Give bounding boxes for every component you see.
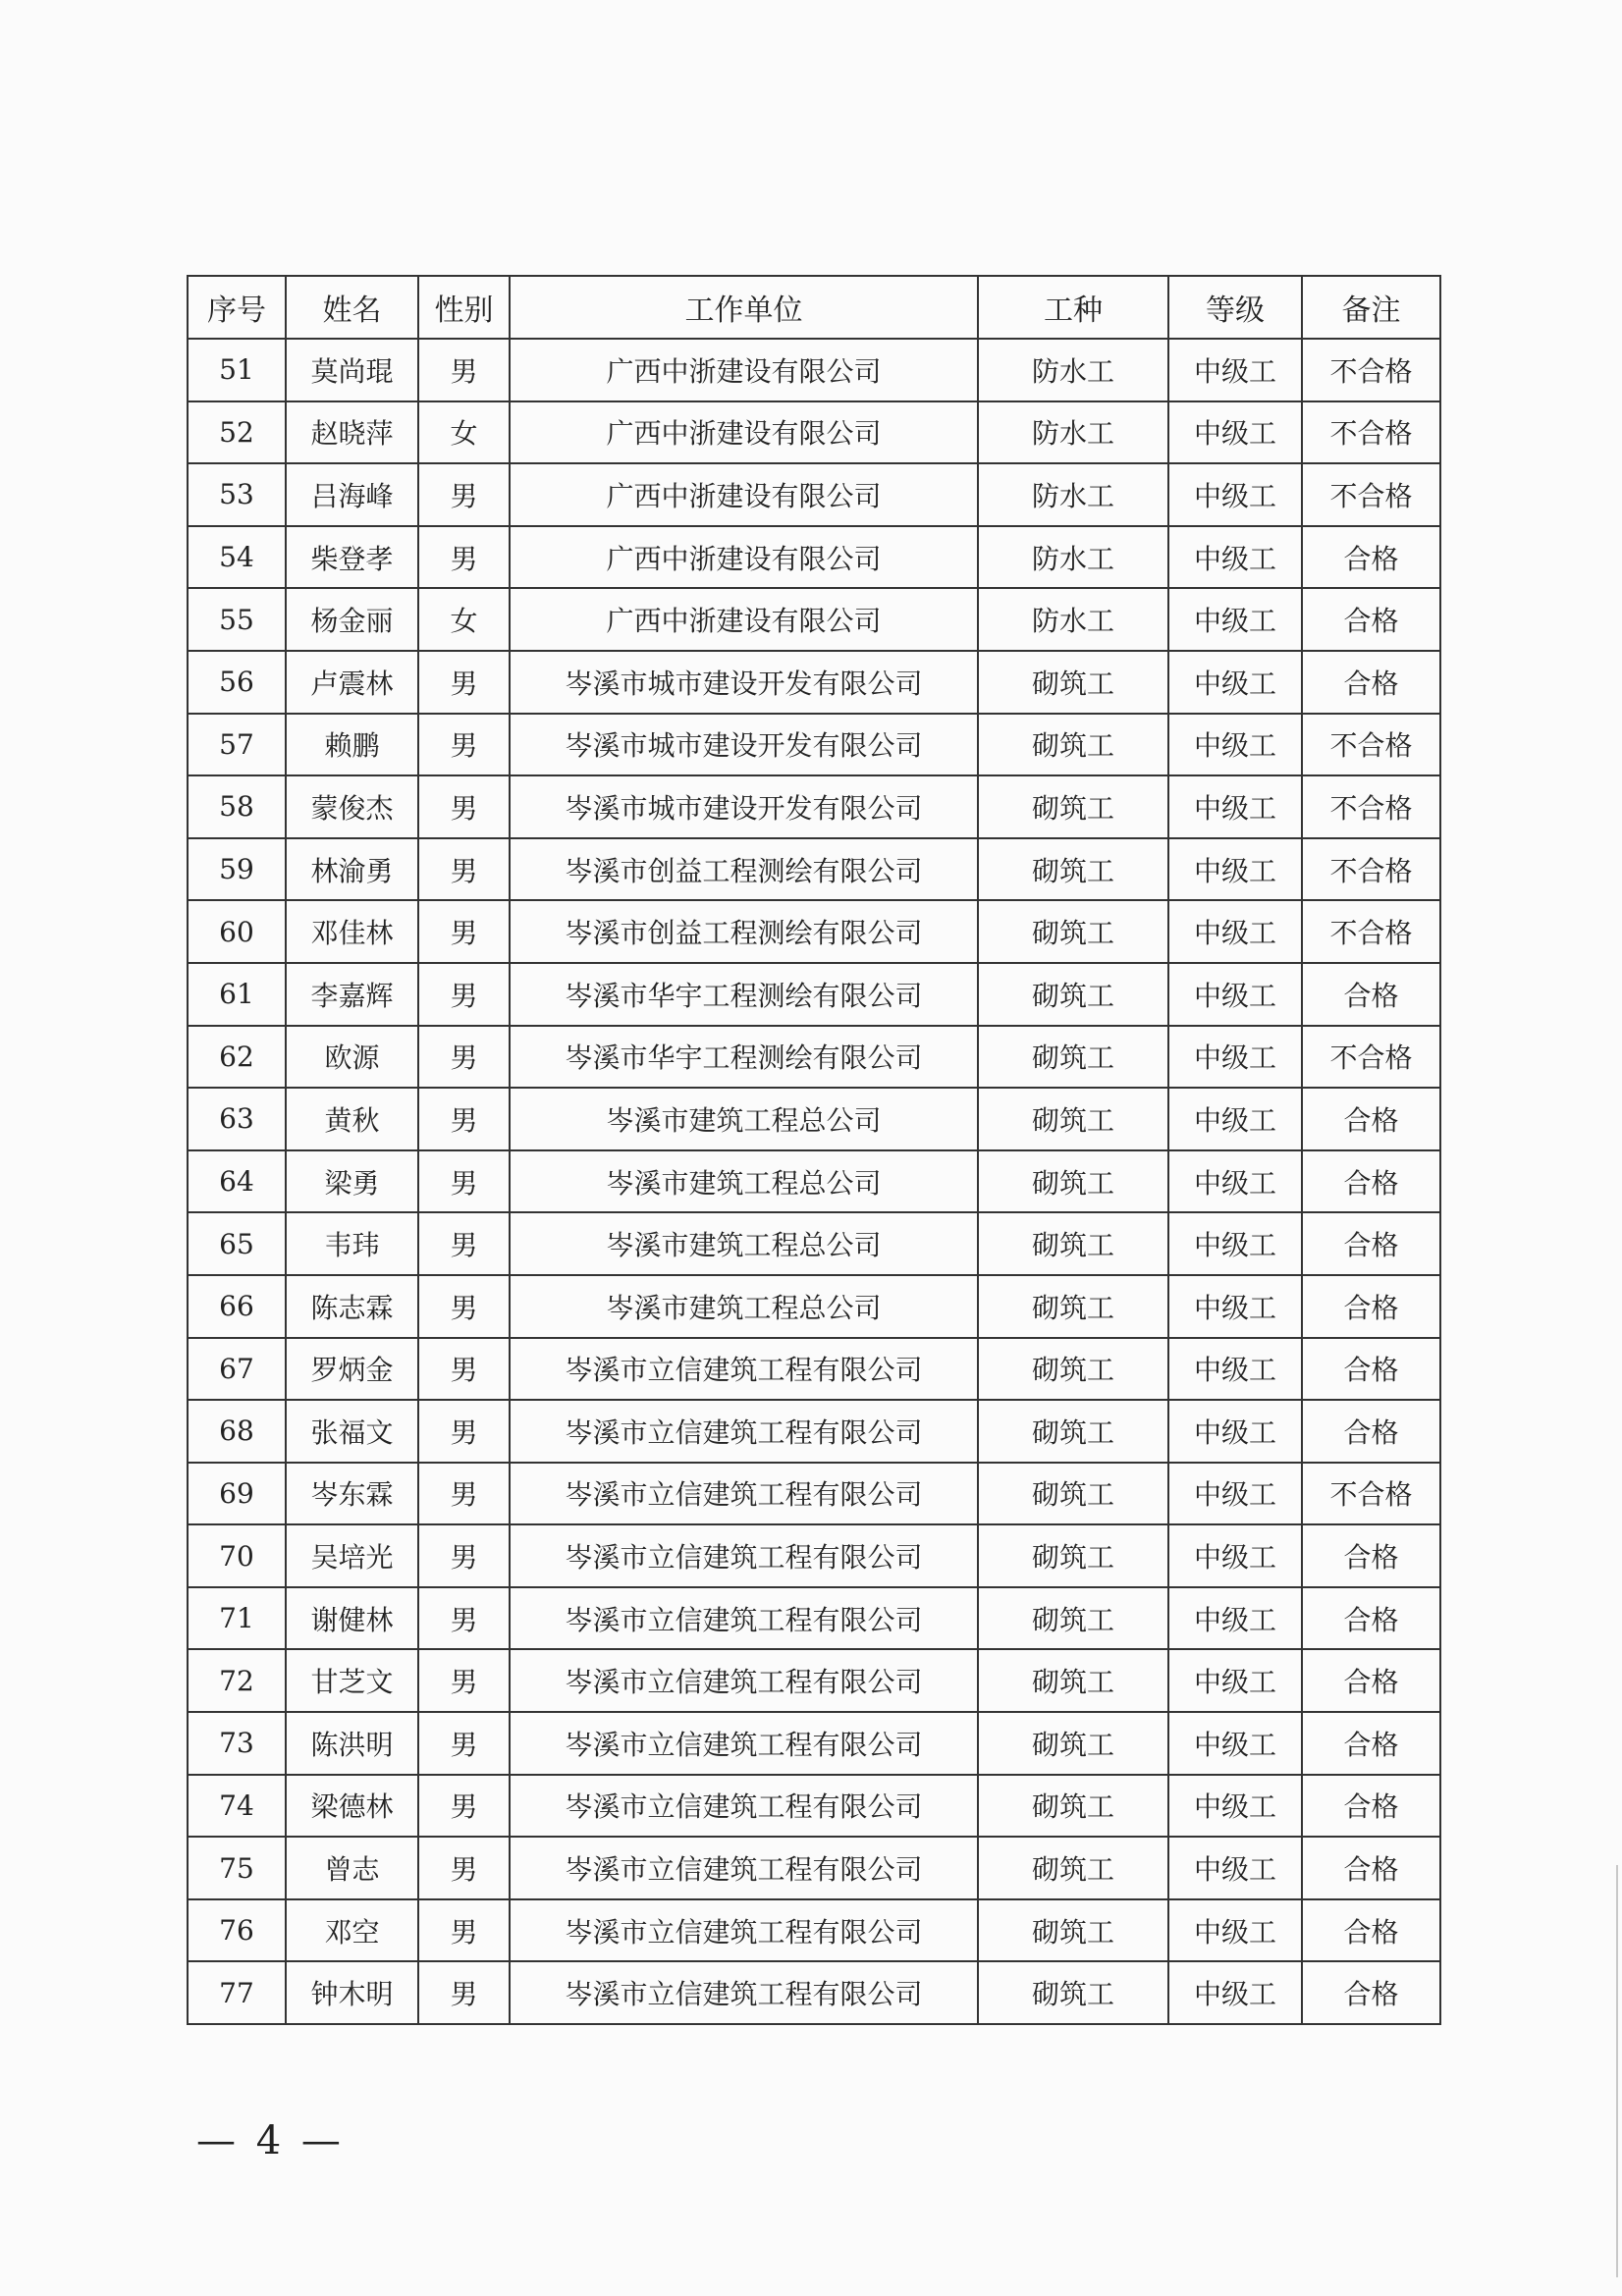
cell-name: 李嘉辉 — [286, 963, 418, 1026]
cell-name: 邓空 — [286, 1899, 418, 1962]
cell-work-unit: 岑溪市立信建筑工程有限公司 — [510, 1649, 978, 1712]
cell-gender: 男 — [418, 651, 510, 714]
cell-work-unit: 岑溪市立信建筑工程有限公司 — [510, 1899, 978, 1962]
table-row — [188, 401, 1440, 464]
cell-name: 杨金丽 — [286, 588, 418, 651]
table-header — [188, 276, 1440, 339]
cell-gender: 男 — [418, 1463, 510, 1525]
cell-trade: 砌筑工 — [978, 1837, 1168, 1899]
cell-work-unit: 岑溪市建筑工程总公司 — [510, 1212, 978, 1275]
cell-gender: 男 — [418, 1088, 510, 1150]
cell-level: 中级工 — [1168, 1338, 1302, 1401]
cell-serial-number: 76 — [188, 1899, 286, 1962]
cell-level: 中级工 — [1168, 900, 1302, 963]
cell-work-unit: 岑溪市立信建筑工程有限公司 — [510, 1775, 978, 1838]
cell-trade: 砌筑工 — [978, 1712, 1168, 1775]
cell-trade: 砌筑工 — [978, 1338, 1168, 1401]
cell-level: 中级工 — [1168, 1712, 1302, 1775]
cell-remark: 不合格 — [1302, 900, 1440, 963]
cell-work-unit: 广西中浙建设有限公司 — [510, 588, 978, 651]
cell-trade: 砌筑工 — [978, 1775, 1168, 1838]
cell-remark: 不合格 — [1302, 714, 1440, 776]
cell-remark: 合格 — [1302, 1587, 1440, 1650]
cell-work-unit: 岑溪市立信建筑工程有限公司 — [510, 1961, 978, 2024]
cell-trade: 砌筑工 — [978, 1524, 1168, 1587]
cell-serial-number: 63 — [188, 1088, 286, 1150]
cell-gender: 男 — [418, 838, 510, 901]
cell-name: 谢健林 — [286, 1587, 418, 1650]
cell-trade: 砌筑工 — [978, 1088, 1168, 1150]
cell-serial-number: 55 — [188, 588, 286, 651]
cell-serial-number: 56 — [188, 651, 286, 714]
cell-gender: 男 — [418, 526, 510, 589]
cell-remark: 不合格 — [1302, 1463, 1440, 1525]
cell-serial-number: 72 — [188, 1649, 286, 1712]
cell-remark: 合格 — [1302, 1524, 1440, 1587]
cell-gender: 男 — [418, 1649, 510, 1712]
cell-work-unit: 岑溪市建筑工程总公司 — [510, 1150, 978, 1213]
cell-name: 黄秋 — [286, 1088, 418, 1150]
header-work-unit: 工作单位 — [510, 276, 978, 339]
table-row — [188, 1150, 1440, 1213]
cell-trade: 砌筑工 — [978, 900, 1168, 963]
cell-remark: 合格 — [1302, 1338, 1440, 1401]
cell-name: 邓佳林 — [286, 900, 418, 963]
cell-name: 梁勇 — [286, 1150, 418, 1213]
table-row — [188, 1338, 1440, 1401]
cell-serial-number: 62 — [188, 1026, 286, 1089]
table-row — [188, 651, 1440, 714]
cell-level: 中级工 — [1168, 401, 1302, 464]
cell-trade: 砌筑工 — [978, 1899, 1168, 1962]
cell-gender: 男 — [418, 1026, 510, 1089]
cell-serial-number: 59 — [188, 838, 286, 901]
table-row — [188, 900, 1440, 963]
cell-trade: 砌筑工 — [978, 1961, 1168, 2024]
cell-serial-number: 58 — [188, 775, 286, 838]
cell-level: 中级工 — [1168, 1212, 1302, 1275]
scan-edge-line — [1616, 1865, 1618, 2277]
cell-name: 岑东霖 — [286, 1463, 418, 1525]
table-row — [188, 463, 1440, 526]
cell-name: 曾志 — [286, 1837, 418, 1899]
table-row — [188, 1463, 1440, 1525]
header-name: 姓名 — [286, 276, 418, 339]
cell-level: 中级工 — [1168, 339, 1302, 401]
cell-remark: 合格 — [1302, 1649, 1440, 1712]
cell-level: 中级工 — [1168, 1649, 1302, 1712]
cell-serial-number: 77 — [188, 1961, 286, 2024]
cell-name: 赵晓萍 — [286, 401, 418, 464]
header-remark: 备注 — [1302, 276, 1440, 339]
cell-work-unit: 岑溪市城市建设开发有限公司 — [510, 651, 978, 714]
cell-serial-number: 61 — [188, 963, 286, 1026]
cell-serial-number: 65 — [188, 1212, 286, 1275]
cell-trade: 砌筑工 — [978, 1463, 1168, 1525]
cell-work-unit: 岑溪市立信建筑工程有限公司 — [510, 1712, 978, 1775]
cell-serial-number: 52 — [188, 401, 286, 464]
cell-name: 欧源 — [286, 1026, 418, 1089]
cell-trade: 砌筑工 — [978, 1026, 1168, 1089]
cell-trade: 防水工 — [978, 401, 1168, 464]
cell-remark: 合格 — [1302, 1899, 1440, 1962]
cell-remark: 不合格 — [1302, 339, 1440, 401]
cell-remark: 合格 — [1302, 1275, 1440, 1338]
cell-remark: 合格 — [1302, 526, 1440, 589]
cell-gender: 男 — [418, 1775, 510, 1838]
cell-name: 林渝勇 — [286, 838, 418, 901]
cell-work-unit: 广西中浙建设有限公司 — [510, 526, 978, 589]
cell-remark: 不合格 — [1302, 838, 1440, 901]
cell-remark: 合格 — [1302, 1212, 1440, 1275]
cell-gender: 男 — [418, 1400, 510, 1463]
table-body — [188, 339, 1440, 2024]
table-row — [188, 526, 1440, 589]
cell-level: 中级工 — [1168, 526, 1302, 589]
cell-gender: 男 — [418, 1212, 510, 1275]
cell-name: 韦玮 — [286, 1212, 418, 1275]
cell-name: 梁德林 — [286, 1775, 418, 1838]
cell-gender: 男 — [418, 1837, 510, 1899]
cell-remark: 合格 — [1302, 1712, 1440, 1775]
cell-work-unit: 岑溪市华宇工程测绘有限公司 — [510, 963, 978, 1026]
cell-gender: 男 — [418, 775, 510, 838]
cell-gender: 男 — [418, 1712, 510, 1775]
cell-work-unit: 岑溪市城市建设开发有限公司 — [510, 714, 978, 776]
cell-level: 中级工 — [1168, 1088, 1302, 1150]
cell-gender: 男 — [418, 1899, 510, 1962]
table-row — [188, 1212, 1440, 1275]
cell-work-unit: 广西中浙建设有限公司 — [510, 463, 978, 526]
cell-level: 中级工 — [1168, 1463, 1302, 1525]
cell-level: 中级工 — [1168, 651, 1302, 714]
cell-remark: 不合格 — [1302, 1026, 1440, 1089]
cell-gender: 男 — [418, 714, 510, 776]
cell-work-unit: 岑溪市立信建筑工程有限公司 — [510, 1837, 978, 1899]
cell-serial-number: 57 — [188, 714, 286, 776]
table-row — [188, 963, 1440, 1026]
cell-level: 中级工 — [1168, 775, 1302, 838]
cell-serial-number: 75 — [188, 1837, 286, 1899]
cell-name: 蒙俊杰 — [286, 775, 418, 838]
cell-gender: 男 — [418, 1961, 510, 2024]
cell-level: 中级工 — [1168, 1899, 1302, 1962]
cell-trade: 砌筑工 — [978, 775, 1168, 838]
cell-serial-number: 54 — [188, 526, 286, 589]
header-serial-number: 序号 — [188, 276, 286, 339]
cell-trade: 砌筑工 — [978, 651, 1168, 714]
cell-serial-number: 64 — [188, 1150, 286, 1213]
cell-work-unit: 岑溪市建筑工程总公司 — [510, 1088, 978, 1150]
table-row — [188, 1026, 1440, 1089]
cell-serial-number: 70 — [188, 1524, 286, 1587]
cell-trade: 砌筑工 — [978, 1150, 1168, 1213]
cell-level: 中级工 — [1168, 963, 1302, 1026]
cell-gender: 女 — [418, 588, 510, 651]
table-row — [188, 1775, 1440, 1838]
cell-level: 中级工 — [1168, 714, 1302, 776]
cell-level: 中级工 — [1168, 838, 1302, 901]
cell-work-unit: 岑溪市创益工程测绘有限公司 — [510, 900, 978, 963]
table-row — [188, 1275, 1440, 1338]
cell-serial-number: 74 — [188, 1775, 286, 1838]
cell-work-unit: 岑溪市立信建筑工程有限公司 — [510, 1400, 978, 1463]
cell-trade: 砌筑工 — [978, 714, 1168, 776]
cell-remark: 不合格 — [1302, 401, 1440, 464]
cell-name: 吴培光 — [286, 1524, 418, 1587]
cell-serial-number: 67 — [188, 1338, 286, 1401]
cell-level: 中级工 — [1168, 588, 1302, 651]
table-row — [188, 1400, 1440, 1463]
table-row — [188, 1899, 1440, 1962]
cell-level: 中级工 — [1168, 1026, 1302, 1089]
table-row — [188, 588, 1440, 651]
cell-name: 柴登孝 — [286, 526, 418, 589]
cell-remark: 合格 — [1302, 963, 1440, 1026]
cell-trade: 砌筑工 — [978, 963, 1168, 1026]
cell-trade: 砌筑工 — [978, 838, 1168, 901]
cell-gender: 男 — [418, 1150, 510, 1213]
cell-name: 罗炳金 — [286, 1338, 418, 1401]
cell-remark: 合格 — [1302, 651, 1440, 714]
results-table — [187, 275, 1441, 2025]
cell-remark: 合格 — [1302, 1150, 1440, 1213]
cell-level: 中级工 — [1168, 1775, 1302, 1838]
cell-name: 钟木明 — [286, 1961, 418, 2024]
cell-name: 赖鹏 — [286, 714, 418, 776]
cell-serial-number: 53 — [188, 463, 286, 526]
cell-gender: 男 — [418, 1524, 510, 1587]
cell-work-unit: 岑溪市创益工程测绘有限公司 — [510, 838, 978, 901]
cell-remark: 合格 — [1302, 588, 1440, 651]
cell-gender: 男 — [418, 1338, 510, 1401]
table-row — [188, 1587, 1440, 1650]
cell-name: 吕海峰 — [286, 463, 418, 526]
header-gender: 性别 — [418, 276, 510, 339]
table-row — [188, 1961, 1440, 2024]
cell-level: 中级工 — [1168, 463, 1302, 526]
cell-level: 中级工 — [1168, 1275, 1302, 1338]
cell-serial-number: 73 — [188, 1712, 286, 1775]
cell-work-unit: 广西中浙建设有限公司 — [510, 401, 978, 464]
table-row — [188, 1837, 1440, 1899]
cell-gender: 男 — [418, 339, 510, 401]
header-level: 等级 — [1168, 276, 1302, 339]
cell-gender: 女 — [418, 401, 510, 464]
cell-work-unit: 岑溪市立信建筑工程有限公司 — [510, 1524, 978, 1587]
cell-level: 中级工 — [1168, 1837, 1302, 1899]
table-row — [188, 1712, 1440, 1775]
table-row — [188, 714, 1440, 776]
cell-gender: 男 — [418, 463, 510, 526]
table-row — [188, 339, 1440, 401]
table-row — [188, 1088, 1440, 1150]
cell-work-unit: 岑溪市立信建筑工程有限公司 — [510, 1338, 978, 1401]
cell-level: 中级工 — [1168, 1587, 1302, 1650]
cell-trade: 砌筑工 — [978, 1275, 1168, 1338]
cell-remark: 合格 — [1302, 1775, 1440, 1838]
cell-trade: 防水工 — [978, 339, 1168, 401]
cell-remark: 合格 — [1302, 1837, 1440, 1899]
cell-name: 甘芝文 — [286, 1649, 418, 1712]
cell-remark: 合格 — [1302, 1088, 1440, 1150]
cell-trade: 防水工 — [978, 588, 1168, 651]
cell-trade: 砌筑工 — [978, 1649, 1168, 1712]
cell-remark: 合格 — [1302, 1400, 1440, 1463]
cell-work-unit: 岑溪市立信建筑工程有限公司 — [510, 1587, 978, 1650]
cell-level: 中级工 — [1168, 1961, 1302, 2024]
cell-gender: 男 — [418, 963, 510, 1026]
cell-gender: 男 — [418, 1275, 510, 1338]
header-row — [188, 276, 1440, 339]
cell-work-unit: 岑溪市建筑工程总公司 — [510, 1275, 978, 1338]
cell-serial-number: 71 — [188, 1587, 286, 1650]
cell-name: 陈志霖 — [286, 1275, 418, 1338]
cell-trade: 砌筑工 — [978, 1587, 1168, 1650]
cell-work-unit: 岑溪市华宇工程测绘有限公司 — [510, 1026, 978, 1089]
cell-gender: 男 — [418, 1587, 510, 1650]
cell-serial-number: 51 — [188, 339, 286, 401]
cell-level: 中级工 — [1168, 1150, 1302, 1213]
cell-trade: 防水工 — [978, 526, 1168, 589]
cell-name: 莫尚琨 — [286, 339, 418, 401]
cell-gender: 男 — [418, 900, 510, 963]
cell-serial-number: 69 — [188, 1463, 286, 1525]
cell-work-unit: 岑溪市立信建筑工程有限公司 — [510, 1463, 978, 1525]
cell-trade: 砌筑工 — [978, 1400, 1168, 1463]
cell-work-unit: 岑溪市城市建设开发有限公司 — [510, 775, 978, 838]
cell-remark: 合格 — [1302, 1961, 1440, 2024]
cell-serial-number: 60 — [188, 900, 286, 963]
cell-name: 陈洪明 — [286, 1712, 418, 1775]
page-number: — 4 — — [196, 2118, 345, 2163]
cell-serial-number: 66 — [188, 1275, 286, 1338]
table-row — [188, 1649, 1440, 1712]
cell-trade: 防水工 — [978, 463, 1168, 526]
cell-remark: 不合格 — [1302, 463, 1440, 526]
cell-work-unit: 广西中浙建设有限公司 — [510, 339, 978, 401]
header-trade: 工种 — [978, 276, 1168, 339]
table-row — [188, 1524, 1440, 1587]
cell-name: 卢震林 — [286, 651, 418, 714]
table-row — [188, 775, 1440, 838]
table-row — [188, 838, 1440, 901]
cell-level: 中级工 — [1168, 1524, 1302, 1587]
cell-name: 张福文 — [286, 1400, 418, 1463]
cell-remark: 不合格 — [1302, 775, 1440, 838]
cell-level: 中级工 — [1168, 1400, 1302, 1463]
cell-trade: 砌筑工 — [978, 1212, 1168, 1275]
cell-serial-number: 68 — [188, 1400, 286, 1463]
